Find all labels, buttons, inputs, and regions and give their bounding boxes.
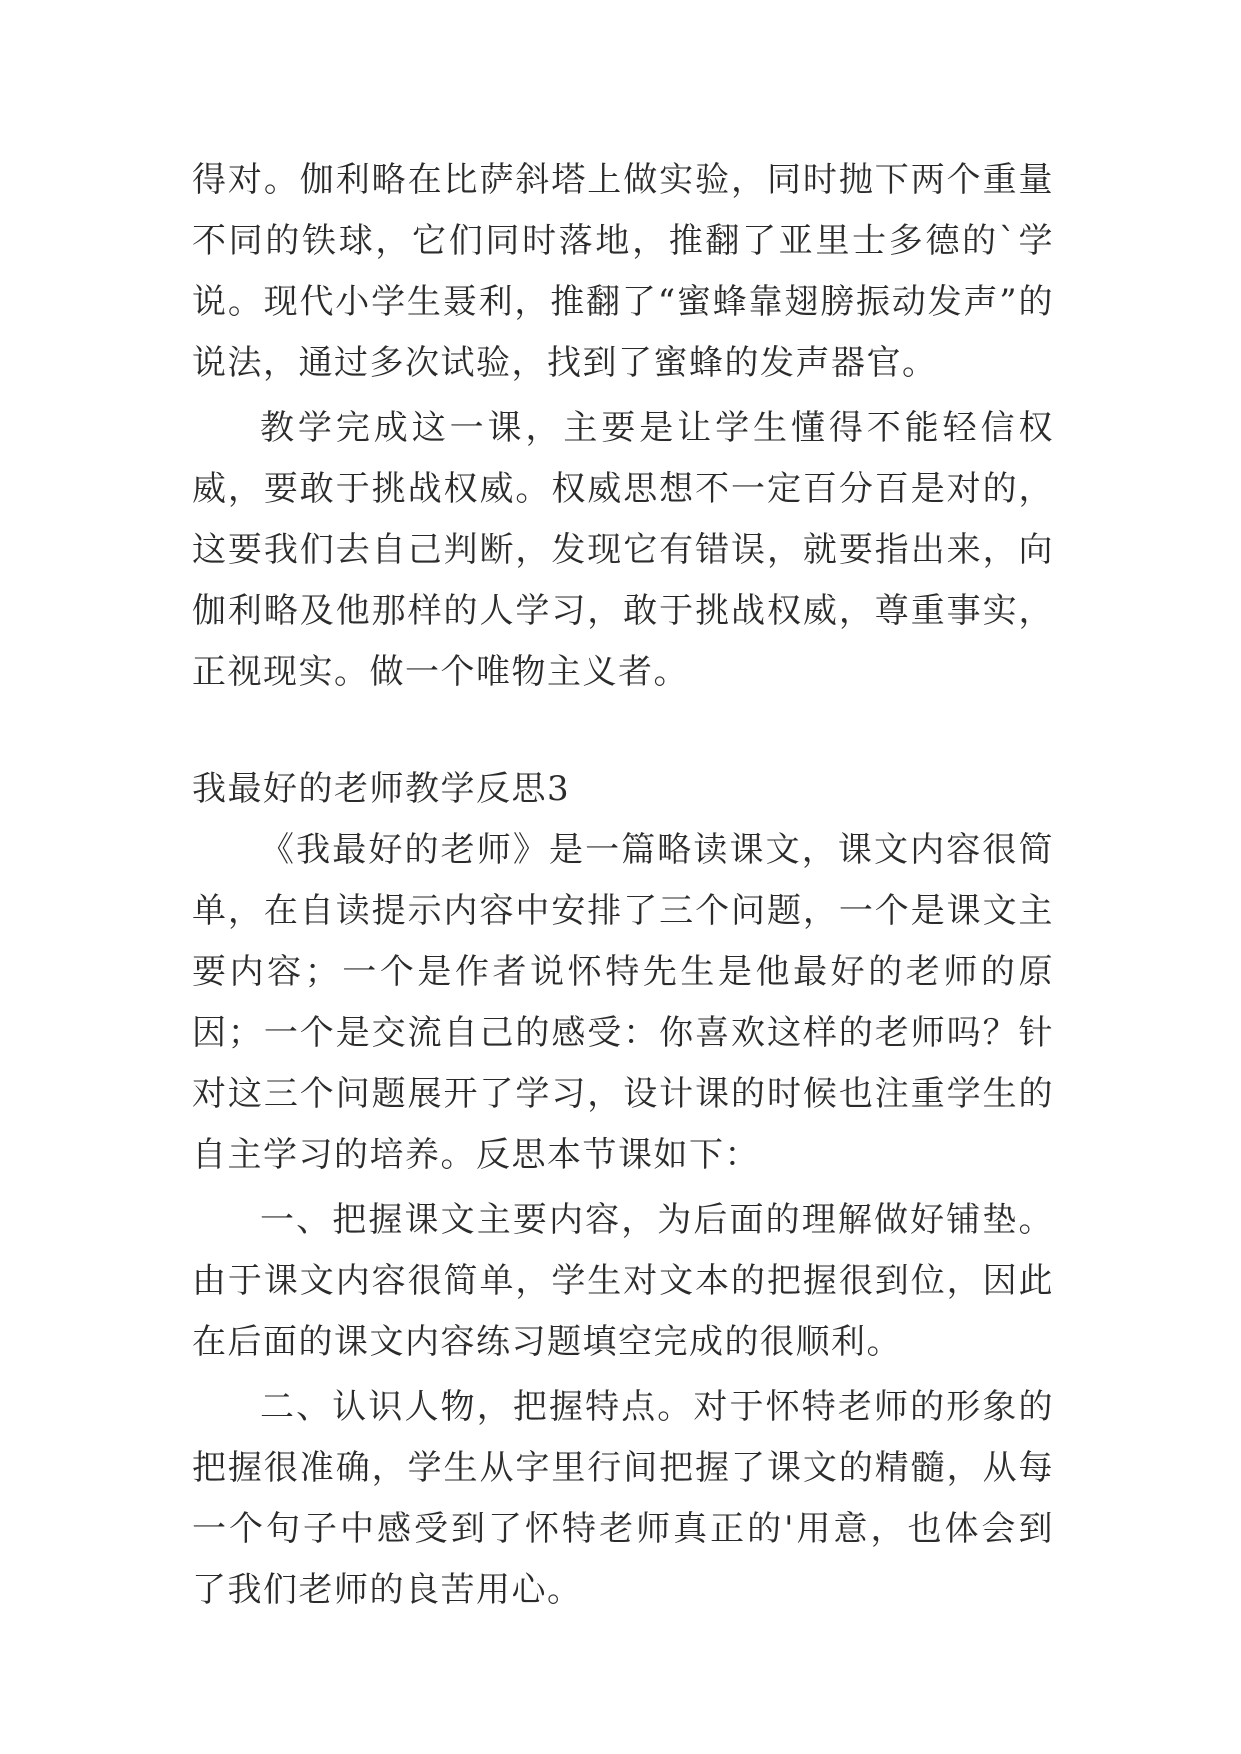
paragraph-teaching-summary: 教学完成这一课，主要是让学生懂得不能轻信权威，要敢于挑战权威。权威思想不一定百分百是对的，这要我们去自己判断，发现它有错误，就要指出来，向伽利略及他那样的人学习，敢于挑战权威，尊重事实，正视现实。做一个唯物主义者。 [192,408,1054,692]
document-page [192,150,1054,1621]
paragraph-point-two: 二、认识人物，把握特点。对于怀特老师的形象的把握很准确，学生从字里行间把握了课文的精髓，从每一个句子中感受到了怀特老师真正的'用意，也体会到了我们老师的良苦用心。 [192,1387,1054,1610]
paragraph-point-one: 一、把握课文主要内容，为后面的理解做好铺垫。由于课文内容很简单，学生对文本的把握很到位，因此在后面的课文内容练习题填空完成的很顺利。 [192,1200,1054,1362]
section-title: 我最好的老师教学反思3 [192,769,571,809]
paragraph-continuation: 得对。伽利略在比萨斜塔上做实验，同时抛下两个重量不同的铁球，它们同时落地，推翻了亚里士多德的`学说。现代小学生聂利，推翻了“蜜蜂靠翅膀振动发声”的说法，通过多次试验，找到了蜜蜂的发声器官。 [192,160,1054,383]
paragraph-intro: 《我最好的老师》是一篇略读课文，课文内容很简单，在自读提示内容中安排了三个问题，一个是课文主要内容；一个是作者说怀特先生是他最好的老师的原因；一个是交流自己的感受：你喜欢这样的老师吗？针对这三个问题展开了学习，设计课的时候也注重学生的自主学习的培养。反思本节课如下： [192,830,1054,1175]
